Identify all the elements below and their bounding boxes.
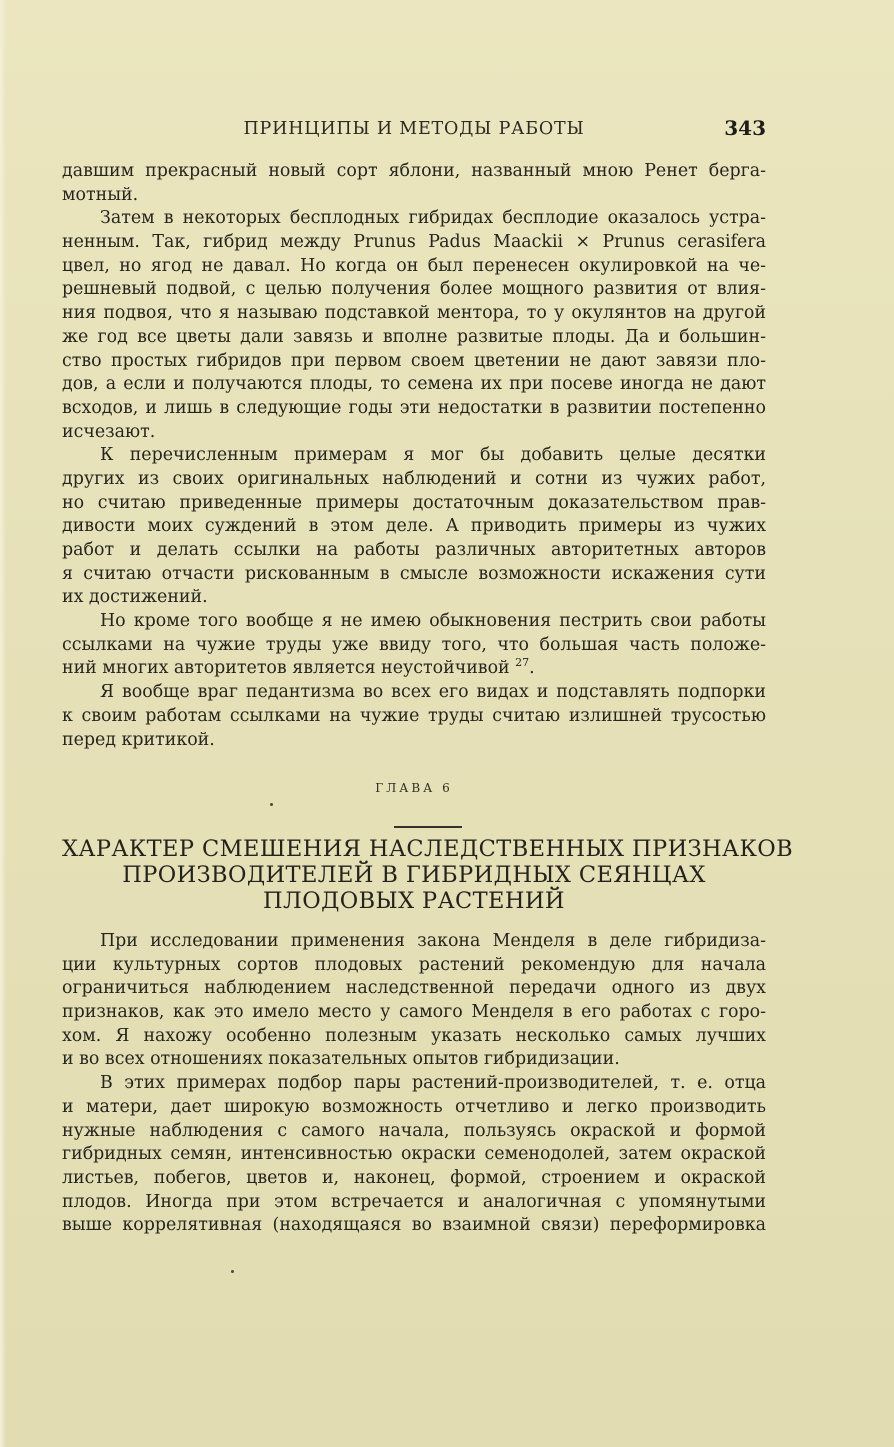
section-2-text: [62, 930, 766, 1238]
text-line: исчезают.: [62, 421, 156, 442]
text-line: перед критикой.: [62, 729, 215, 750]
text-line: дивости моих суждений в этом деле. А приводить примеры из чужих: [62, 516, 766, 537]
page-edge: [0, 0, 6, 1447]
text-segment: .: [529, 658, 535, 679]
text-line: плодов. Иногда при этом встречается и аналогичная с упомянутыми: [62, 1191, 766, 1212]
text-line: ненным. Так, гибрид между Prunus Padus Maackii × Prunus cerasifera: [62, 232, 766, 253]
chapter-title-line: ХАРАКТЕР СМЕШЕНИЯ НАСЛЕДСТВЕННЫХ ПРИЗНАКОВ: [62, 836, 794, 862]
chapter-title-line: ПЛОДОВЫХ РАСТЕНИЙ: [263, 888, 565, 914]
chapter-title: [62, 836, 794, 914]
text-line-with-footnote: [62, 657, 766, 681]
running-title: ПРИНЦИПЫ И МЕТОДЫ РАБОТЫ: [243, 119, 585, 139]
page-number: 343: [724, 116, 766, 140]
text-line: к своим работам ссылками на чужие труды считаю излишней трусостью: [62, 705, 766, 726]
text-line: Но кроме того вообще я не имею обыкновения пестрить свои работы: [100, 611, 766, 632]
text-line: их достижений.: [62, 587, 208, 608]
text-line: ния подвоя, что я называю подставкой ментора, то у окулянтов на другой: [62, 303, 766, 324]
text-line: Я вообще враг педантизма во всех его видах и подставлять подпорки: [100, 682, 766, 703]
text-line: но считаю приведенные примеры достаточным доказательством прав-: [62, 492, 766, 513]
chapter-label: ГЛАВА 6: [375, 781, 453, 795]
text-line: Затем в некоторых бесплодных гибридах бесплодие оказалось устра-: [100, 208, 766, 229]
text-line: К перечисленным примерам я мог бы добавить целые десятки: [100, 445, 766, 466]
footnote-reference: 27: [515, 656, 530, 670]
text-line: листьев, побегов, цветов и, наконец, формой, строением и окраской: [62, 1167, 766, 1188]
text-line: дов, а если и получаются плоды, то семена их при посеве иногда не дают: [62, 374, 766, 395]
chapter-rule: [394, 826, 462, 828]
text-line: решневый подвой, с целью получения более мощного развития от влия-: [62, 279, 766, 300]
text-line: нужные наблюдения с самого начала, пользуясь окраской и формой: [62, 1120, 766, 1141]
print-speck: [270, 803, 273, 806]
text-line: признаков, как это имело место у самого Менделя в его работах с горо-: [62, 1002, 766, 1023]
text-line: ции культурных сортов плодовых растений рекомендую для начала: [62, 954, 766, 975]
text-line: В этих примерах подбор пары растений-производителей, т. е. отца: [100, 1073, 766, 1094]
text-line: я считаю отчасти рискованным в смысле возможности искажения сути: [62, 563, 766, 584]
text-line: и матери, дает широкую возможность отчетливо и легко производить: [62, 1096, 766, 1117]
text-line: гибридных семян, интенсивностью окраски семенодолей, затем окраской: [62, 1144, 766, 1165]
text-line: ссылками на чужие труды уже ввиду того, что большая часть положе-: [62, 634, 766, 655]
text-line: ограничиться наблюдением наследственной передачи одного из двух: [62, 978, 766, 999]
text-line: же год все цветы дали завязь и вполне развитые плоды. Да и большин-: [62, 326, 766, 347]
text-line: всходов, и лишь в следующие годы эти недостатки в развитии постепенно: [62, 397, 766, 418]
text-line: и во всех отношениях показательных опытов гибридизации.: [62, 1049, 620, 1070]
text-line: При исследовании применения закона Менделя в деле гибридиза-: [100, 931, 766, 951]
text-line: выше коррелятивная (находящаяся во взаимной связи) переформировка: [62, 1215, 766, 1236]
text-line: ство простых гибридов при первом своем цветении не дают завязи пло-: [62, 350, 766, 371]
text-line: мотный.: [62, 184, 139, 205]
text-line: цвел, но ягод не давал. Но когда он был перенесен окулировкой на че-: [62, 255, 766, 276]
text-segment: ний многих авторитетов является неустойчивой: [62, 658, 510, 679]
text-line: других из своих оригинальных наблюдений и сотни из чужих работ,: [62, 468, 766, 489]
text-line: давшим прекрасный новый сорт яблони, названный мною Ренет берга-: [62, 161, 766, 181]
section-1-text: [62, 160, 766, 752]
chapter-title-line: ПРОИЗВОДИТЕЛЕЙ В ГИБРИДНЫХ СЕЯНЦАХ: [122, 862, 706, 888]
running-head: [62, 116, 766, 140]
print-speck: [231, 1270, 234, 1273]
text-line: хом. Я нахожу особенно полезным указать несколько самых лучших: [62, 1025, 766, 1046]
text-line: работ и делать ссылки на работы различных авторитетных авторов: [62, 540, 766, 560]
